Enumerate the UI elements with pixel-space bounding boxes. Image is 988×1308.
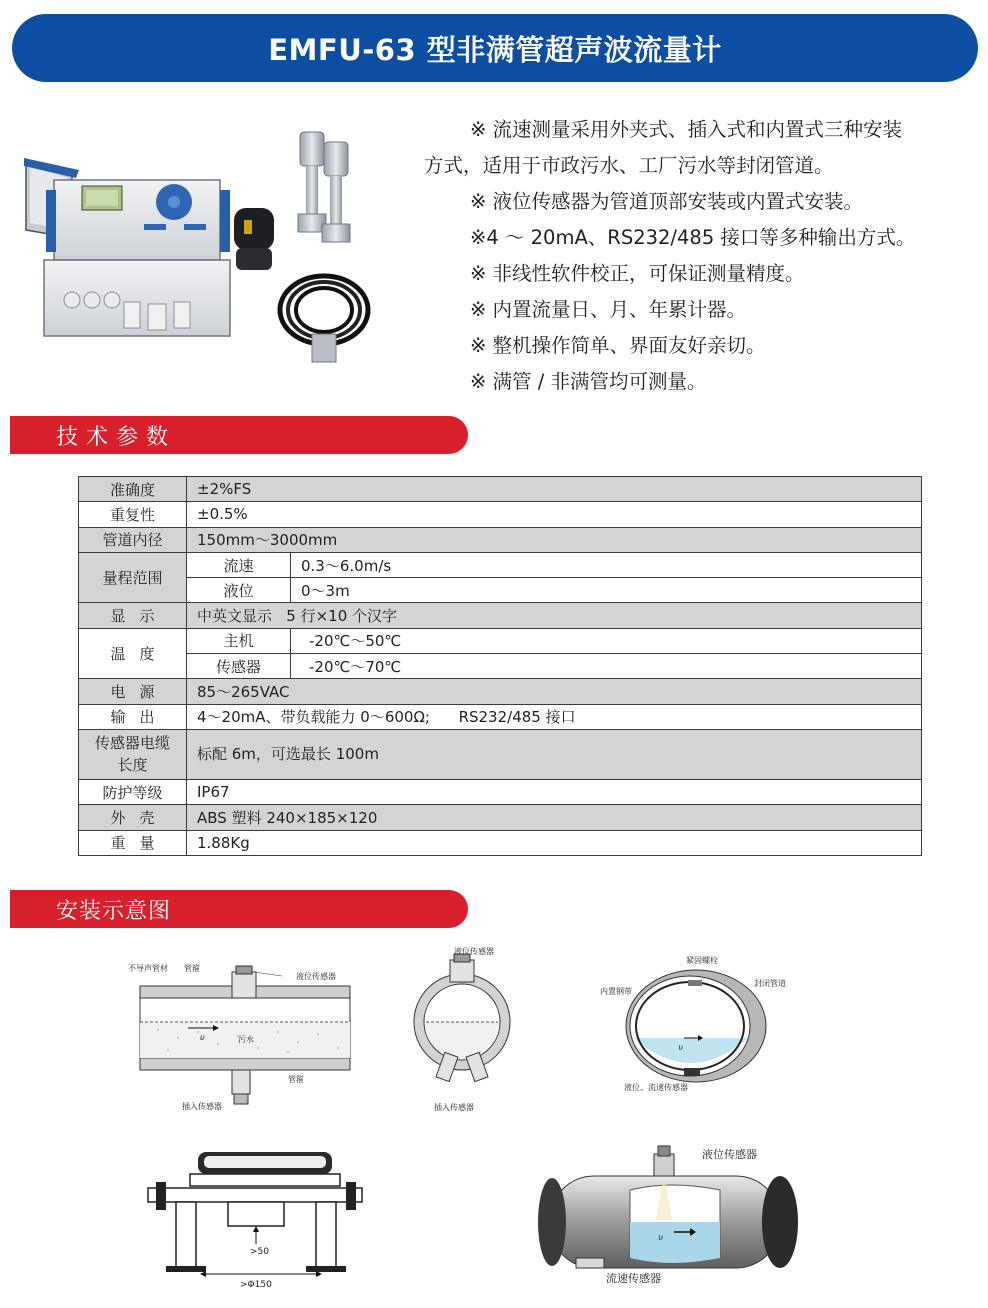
table-row [79, 477, 922, 502]
spec-label: 外壳 [79, 805, 187, 830]
diagram-pipe-3d [530, 1140, 800, 1290]
diagram-label: 插入传感器 [182, 1102, 222, 1111]
diagram-label: 紧固螺栓 [686, 956, 718, 965]
spec-value: ABS 塑料 240×185×120 [187, 805, 922, 830]
feature-item: ※ 液位传感器为管道顶部安装或内置式安装。 [470, 190, 864, 213]
spec-label: 防护等级 [79, 779, 187, 804]
feature-item: ※ 整机操作简单、界面友好亲切。 [470, 334, 766, 357]
spec-label: 量程范围 [79, 552, 187, 603]
table-row [79, 805, 922, 830]
diagram-label: 液位传感器 [296, 972, 336, 981]
feature-item: ※ 流速测量采用外夹式、插入式和内置式三种安装 [470, 118, 903, 141]
diagram-pipe-side [128, 958, 360, 1118]
spec-label: 电源 [79, 679, 187, 704]
spec-value: 150mm～3000mm [187, 527, 922, 552]
diagram-label: υ [658, 1233, 663, 1242]
spec-label: 管道内径 [79, 527, 187, 552]
spec-table [78, 476, 922, 856]
spec-label [79, 729, 187, 779]
spec-value: -20℃～70℃ [291, 654, 922, 679]
product-photo [24, 120, 384, 380]
spec-value: ±2%FS [187, 477, 922, 502]
feature-item: ※4 ～ 20mA、RS232/485 接口等多种输出方式。 [470, 226, 916, 249]
diagram-label: 管箍 [184, 964, 200, 973]
table-row [79, 527, 922, 552]
spec-sub-label: 传感器 [187, 654, 291, 679]
table-row [79, 603, 922, 628]
spec-value: 0.3～6.0m/s [291, 552, 922, 577]
spec-value: 中英文显示 5 行×10 个汉字 [187, 603, 922, 628]
spec-value: 标配 6m，可选最长 100m [187, 729, 922, 779]
diagram-label: 不导声管材 [128, 964, 168, 973]
table-row [79, 552, 922, 577]
table-row [79, 578, 922, 603]
spec-label: 重量 [79, 830, 187, 855]
diagram-label: υ [200, 1033, 205, 1042]
table-row [79, 502, 922, 527]
diagram-label: 污水 [238, 1035, 254, 1044]
diagram-label: 液位传感器 [454, 947, 494, 956]
diagram-label: >Φ150 [240, 1280, 272, 1290]
spec-sub-label: 流速 [187, 552, 291, 577]
spec-label: 准确度 [79, 477, 187, 502]
spec-label: 输出 [79, 704, 187, 729]
spec-value: ±0.5% [187, 502, 922, 527]
feature-item: ※ 内置流量日、月、年累计器。 [470, 298, 747, 321]
table-row [79, 704, 922, 729]
table-row [79, 679, 922, 704]
feature-list [424, 112, 980, 400]
spec-value: IP67 [187, 779, 922, 804]
spec-value: 4～20mA、带负载能力 0～600Ω; RS232/485 接口 [187, 704, 922, 729]
section-heading-spec: 技术参数 [10, 416, 468, 454]
table-row [79, 729, 922, 779]
feature-item: 方式，适用于市政污水、工厂污水等封闭管道。 [424, 154, 834, 177]
spec-value: 1.88Kg [187, 830, 922, 855]
diagram-label: υ [678, 1043, 683, 1052]
diagram-label: 液位传感器 [702, 1148, 757, 1161]
spec-sub-label: 主机 [187, 628, 291, 653]
feature-item: ※ 非线性软件校正，可保证测量精度。 [470, 262, 805, 285]
spec-sub-label: 液位 [187, 578, 291, 603]
table-row [79, 654, 922, 679]
spec-value: 85～265VAC [187, 679, 922, 704]
diagram-pipe-cross [406, 944, 518, 1116]
spec-value: 0～3m [291, 578, 922, 603]
diagram-label: 管箍 [288, 1075, 304, 1084]
diagram-label: 内置钢带 [600, 987, 632, 996]
table-row [79, 628, 922, 653]
spec-label: 显示 [79, 603, 187, 628]
diagram-label: >50 [250, 1247, 269, 1257]
section-heading-install: 安装示意图 [10, 890, 468, 928]
spec-label: 重复性 [79, 502, 187, 527]
diagram-label: 液位、流速传感器 [624, 1083, 688, 1092]
diagram-label: 流速传感器 [606, 1272, 661, 1285]
spec-label: 温度 [79, 628, 187, 679]
diagram-mounting-dimensions [140, 1144, 370, 1290]
diagram-label: 封闭管道 [754, 979, 786, 988]
table-row [79, 830, 922, 855]
table-row [79, 779, 922, 804]
diagram-inner-band [598, 950, 794, 1098]
spec-label-line: 长度 [117, 756, 148, 775]
spec-label-line: 传感器电缆 [94, 734, 170, 753]
diagram-label: 插入传感器 [434, 1103, 474, 1112]
spec-value: -20℃～50℃ [291, 628, 922, 653]
feature-item: ※ 满管 / 非满管均可测量。 [470, 370, 707, 393]
page-title: EMFU-63 型非满管超声波流量计 [12, 14, 978, 82]
